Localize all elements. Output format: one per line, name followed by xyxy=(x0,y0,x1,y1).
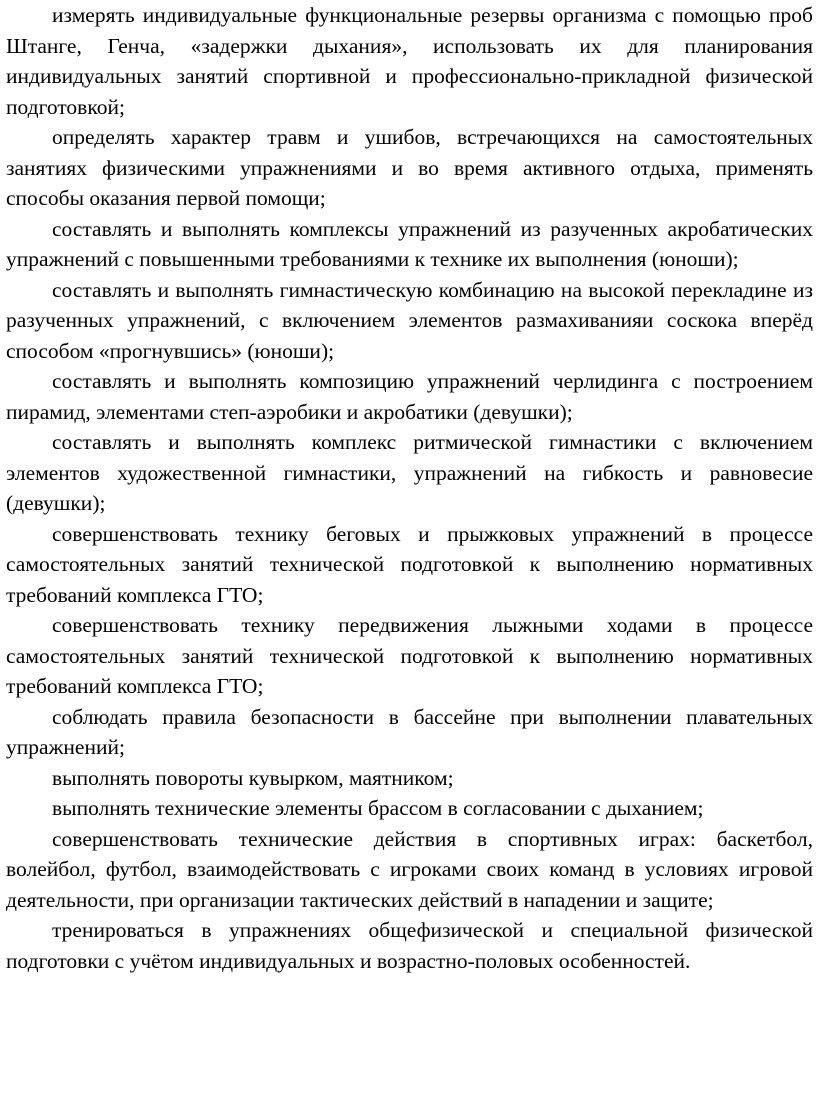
paragraph-9: соблюдать правила безопасности в бассейне при выполнении плавательных упражнений; xyxy=(6,704,813,759)
paragraph-5: составлять и выполнять композицию упражнений черлидинга с построением пирамид, элементами степ-аэробики и акробатики (девушки); xyxy=(6,369,813,424)
paragraph-13: тренироваться в упражнениях общефизической и специальной физической подготовки с учётом индивидуальных и возрастно-половых особенностей. xyxy=(6,918,813,973)
paragraph-10: выполнять повороты кувырком, маятником; xyxy=(52,765,454,790)
paragraph-11: выполнять технические элементы брассом в согласовании с дыханием; xyxy=(52,796,704,820)
paragraph-7: совершенствовать технику беговых и прыжковых упражнений в процессе самостоятельных занятий технической подготовкой к выполнению нормативных требований комплекса ГТО; xyxy=(6,521,813,607)
paragraph-6: составлять и выполнять комплекс ритмической гимнастики с включением элементов художественной гимнастики, упражнений на гибкость и равновесие (девушки); xyxy=(6,430,813,515)
paragraph-8: совершенствовать технику передвижения лыжными ходами в процессе самостоятельных занятий технической подготовкой к выполнению нормативных требований комплекса ГТО; xyxy=(6,613,813,698)
paragraph-12: совершенствовать технические действия в спортивных играх: баскетбол, волейбол, футбол, взаимодействовать с игроками своих команд в условиях игровой деятельности, при организации тактических действий в нападении и защите; xyxy=(6,826,813,912)
paragraph-2: определять характер травм и ушибов, встречающихся на самостоятельных занятиях физическими упражнениями и во время активного отдыха, применять способы оказания первой помощи; xyxy=(6,125,813,210)
paragraph-3: составлять и выполнять комплексы упражнений из разученных акробатических упражнений с повышенными требованиями к технике их выполнения (юноши); xyxy=(6,216,813,271)
paragraph-4: составлять и выполнять гимнастическую комбинацию на высокой перекладине из разученных упражнений, с включением элементов размахиванияи соскока вперёд способом «прогнувшись» (юноши); xyxy=(6,277,813,363)
paragraph-1: измерять индивидуальные функциональные резервы организма с помощью проб Штанге, Генча, «задержки дыхания», использовать их для планирования индивидуальных занятий спортивной и профессионально-прикладной физической подготовкой; xyxy=(6,3,813,119)
